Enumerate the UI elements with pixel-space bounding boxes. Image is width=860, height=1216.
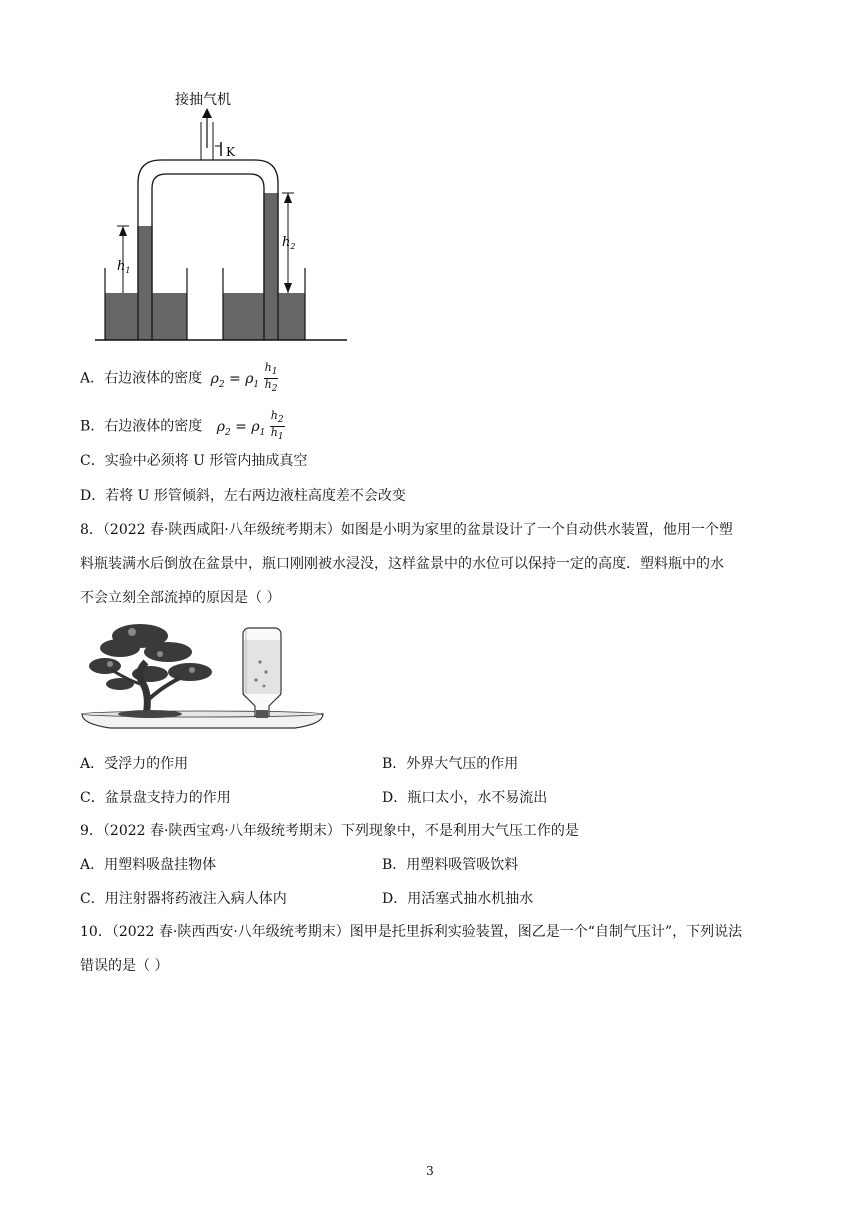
q7-option-c[interactable]: C．实验中必须将 U 形管内抽成真空	[80, 453, 308, 469]
q9-option-a[interactable]: A．用塑料吸盘挂物体	[80, 857, 217, 873]
q7-option-b-fraction: $\frac{h_2}{h_1}$	[270, 409, 284, 443]
pump-label: 接抽气机	[175, 92, 231, 108]
q8-stem-line1: 8．（2022 春·陕西咸阳·八年级统考期末）如图是小明为家里的盆景设计了一个自动供水装置，他用一个塑	[80, 522, 733, 538]
q9-option-c[interactable]: C．用注射器将药液注入病人体内	[80, 891, 287, 907]
q8-option-a[interactable]: A．受浮力的作用	[80, 756, 189, 772]
q7-option-a-text: A．右边液体的密度	[80, 370, 203, 387]
q9-stem-line1: 9．（2022 春·陕西宝鸡·八年级统考期末）下列现象中，不是利用大气压工作的是	[80, 823, 579, 839]
q9-option-d[interactable]: D．用活塞式抽水机抽水	[382, 891, 534, 907]
q7-option-a-fraction: $\frac{h_1}{h_2}$	[264, 361, 278, 395]
q7-option-a-formula: $\rho_2 = \rho_1$	[210, 370, 260, 390]
q7-option-a[interactable]	[80, 362, 278, 395]
q10-stem-line2: 错误的是（ ）	[80, 958, 169, 974]
q8-stem-line3: 不会立刻全部流掉的原因是（ ）	[80, 590, 281, 606]
bonsai-bottle-figure	[80, 614, 325, 742]
q8-stem-line2: 料瓶装满水后倒放在盆景中，瓶口刚刚被水浸没，这样盆景中的水位可以保持一定的高度．塑料瓶中的水	[80, 556, 724, 572]
page-number: 3	[426, 1164, 434, 1178]
q8-option-c[interactable]: C．盆景盘支持力的作用	[80, 790, 231, 806]
q8-option-d[interactable]: D．瓶口太小，水不易流出	[382, 790, 548, 806]
u-tube-figure	[95, 88, 355, 348]
h1-label: $h_1$	[117, 259, 131, 275]
q10-stem-line1: 10．（2022 春·陕西西安·八年级统考期末）图甲是托里拆利实验装置，图乙是一个“自制气压计”，下列说法	[80, 924, 743, 940]
q7-option-b-text: B．右边液体的密度	[80, 418, 203, 435]
q7-option-d[interactable]: D．若将 U 形管倾斜，左右两边液柱高度差不会改变	[80, 488, 406, 504]
q8-option-b[interactable]: B．外界大气压的作用	[382, 756, 519, 772]
h2-label: $h_2$	[282, 235, 296, 251]
valve-label: K	[226, 145, 235, 159]
q7-option-b[interactable]	[80, 410, 285, 443]
q7-option-b-formula: $\rho_2 = \rho_1$	[216, 418, 266, 438]
q9-option-b[interactable]: B．用塑料吸管吸饮料	[382, 857, 519, 873]
